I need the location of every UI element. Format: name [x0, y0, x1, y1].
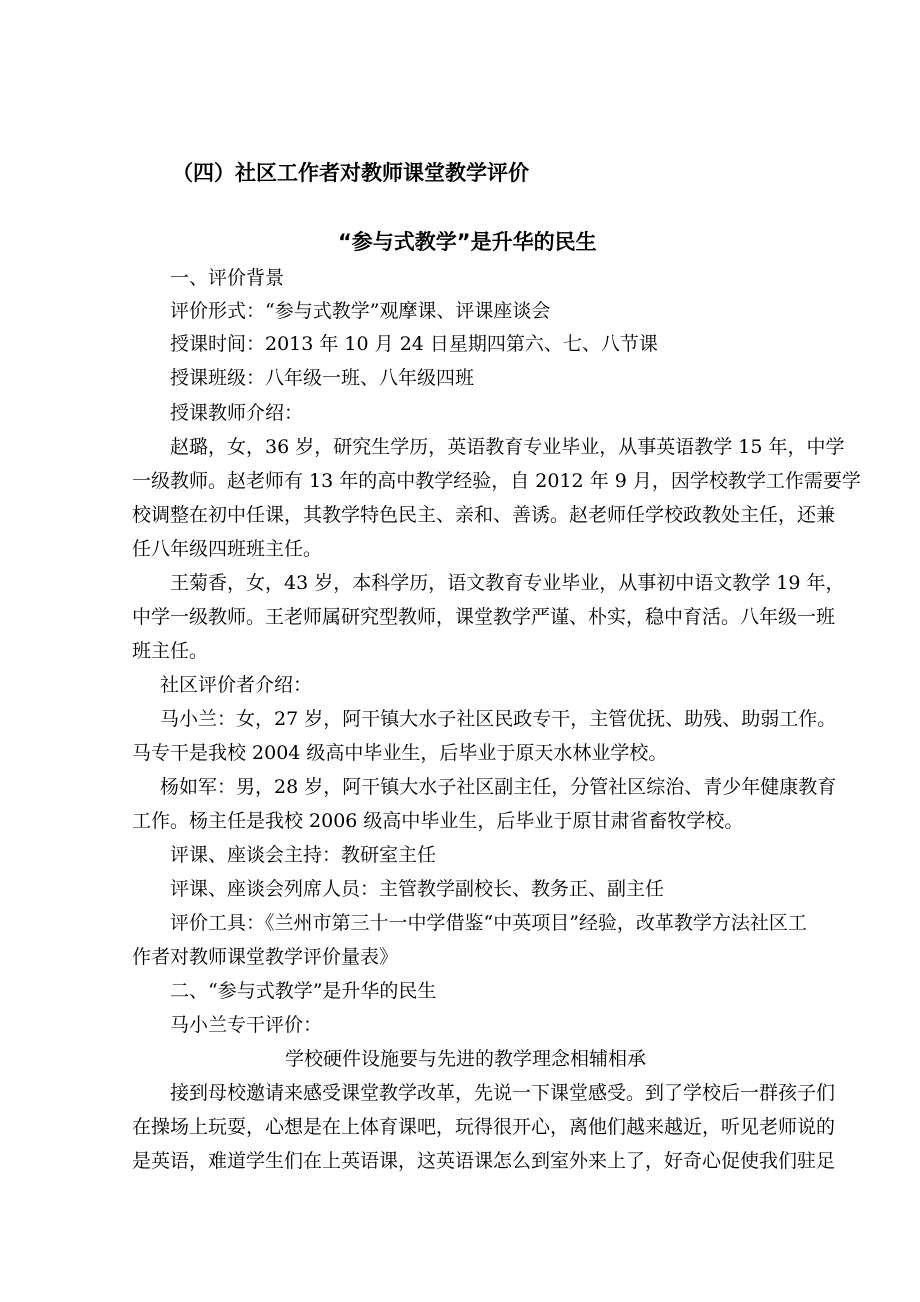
ma-eval-body-line1: 接到母校邀请来感受课堂教学改革，先说一下课堂感受。到了学校后一群孩子们 [170, 1082, 836, 1104]
part1-heading: 一、评价背景 [170, 267, 285, 289]
teacher1-line1: 赵璐，女，36 岁，研究生学历，英语教育专业毕业，从事英语教学 15 年，中学 [170, 436, 845, 458]
section-heading: （四）社区工作者对教师课堂教学评价 [172, 161, 529, 185]
teacher2-line3: 班主任。 [132, 640, 209, 662]
host-line: 评课、座谈会主持：教研室主任 [170, 844, 437, 866]
attendees-line: 评课、座谈会列席人员：主管教学副校长、教务正、副主任 [170, 878, 665, 900]
lesson-time-line: 授课时间：2013 年 10 月 24 日星期四第六、七、八节课 [170, 333, 658, 355]
ma-eval-label: 马小兰专干评价： [170, 1014, 323, 1036]
teacher2-line2: 中学一级教师。王老师属研究型教师，课堂教学严谨、朴实，稳中育活。八年级一班 [132, 606, 836, 628]
lesson-class-line: 授课班级：八年级一班、八年级四班 [170, 367, 475, 389]
teacher2-line1: 王菊香，女，43 岁，本科学历，语文教育专业毕业，从事初中语文教学 19 年， [170, 572, 845, 594]
article-title: “参与式教学”是升华的民生 [338, 230, 597, 254]
tool-line2: 作者对教师课堂教学评价量表》 [132, 946, 399, 968]
part2-heading: 二、“参与式教学”是升华的民生 [170, 980, 437, 1002]
ma-eval-body-line2: 在操场上玩耍，心想是在上体育课吧，玩得很开心，离他们越来越近，听见老师说的 [132, 1116, 836, 1138]
ma-eval-title: 学校硬件设施要与先进的教学理念相辅相承 [285, 1048, 647, 1070]
teacher-intro-label: 授课教师介绍： [170, 402, 304, 424]
teacher1-line2: 一级教师。赵老师有 13 年的高中教学经验，自 2012 年 9 月，因学校教学工作需要学 [132, 470, 861, 492]
evaluator-intro-label: 社区评价者介绍： [160, 674, 313, 696]
eval-form-line: 评价形式：“参与式教学”观摩课、评课座谈会 [170, 300, 551, 322]
evaluator2-line2: 工作。杨主任是我校 2006 级高中毕业生，后毕业于原甘肃省畜牧学校。 [132, 810, 744, 832]
teacher1-line3: 校调整在初中任课，其教学特色民主、亲和、善诱。赵老师任学校政教处主任，还兼 [132, 504, 836, 526]
teacher1-line4: 任八年级四班班主任。 [132, 538, 323, 560]
tool-line1: 评价工具：《兰州市第三十一中学借鉴“中英项目”经验，改革教学方法社区工 [170, 912, 807, 934]
ma-eval-body-line3: 是英语，难道学生们在上英语课，这英语课怎么到室外来上了，好奇心促使我们驻足 [132, 1150, 836, 1172]
evaluator2-line1: 杨如军：男，28 岁，阿干镇大水子社区副主任，分管社区综治、青少年健康教育 [160, 776, 837, 798]
evaluator1-line1: 马小兰：女，27 岁，阿干镇大水子社区民政专干，主管优抚、助残、助弱工作。 [160, 708, 837, 730]
evaluator1-line2: 马专干是我校 2004 级高中毕业生，后毕业于原天水林业学校。 [132, 742, 668, 764]
